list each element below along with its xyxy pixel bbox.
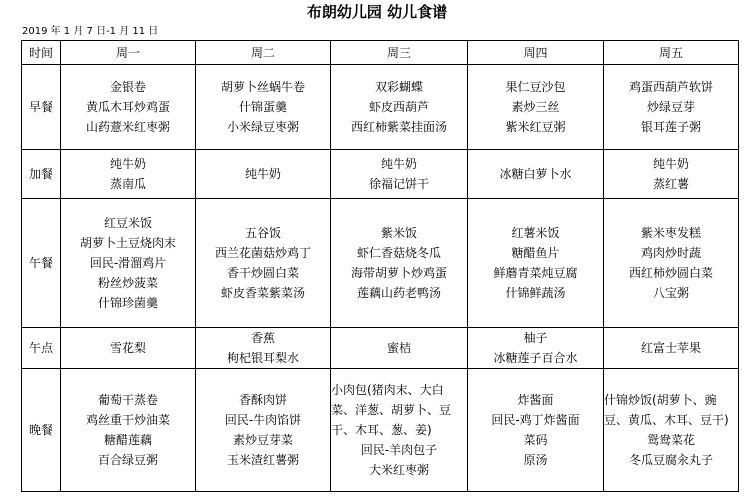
menu-item: 五谷饭 — [244, 226, 281, 240]
header-monday: 周一 — [61, 41, 196, 65]
menu-item: 炒绿豆芽 — [646, 100, 695, 114]
menu-item: 八宝粥 — [652, 286, 689, 300]
menu-item: 果仁豆沙包 — [505, 80, 566, 94]
menu-cell-thursday — [468, 199, 604, 328]
menu-item: 山药薏米红枣粥 — [85, 120, 170, 134]
menu-item: 枸杞银耳梨水 — [226, 351, 299, 365]
menu-cell-friday — [604, 150, 739, 199]
menu-item: 什锦珍菌羹 — [97, 296, 158, 310]
menu-item: 胡萝卜土豆烧肉末 — [79, 236, 176, 250]
menu-item: 什锦炒饭(胡萝卜、豌豆、黄瓜、木耳、豆干) — [604, 393, 729, 427]
menu-item: 胡萝卜丝蜗牛卷 — [220, 80, 305, 94]
menu-cell-monday — [61, 199, 196, 328]
menu-item: 红豆米饭 — [103, 216, 152, 230]
menu-item: 纯牛奶 — [380, 157, 417, 171]
menu-cell-friday — [604, 199, 739, 328]
menu-item: 鲜蘑青菜炖豆腐 — [493, 266, 578, 280]
menu-item: 回民-滑溜鸡片 — [89, 256, 167, 270]
menu-cell-thursday — [468, 150, 604, 199]
meal-label: 加餐 — [22, 150, 61, 199]
menu-item: 纯牛奶 — [652, 157, 689, 171]
menu-item: 紫米枣发糕 — [640, 226, 701, 240]
menu-item: 玉米渣红薯粥 — [226, 453, 299, 467]
menu-cell-wednesday — [331, 65, 468, 150]
menu-cell-friday — [604, 65, 739, 150]
menu-item: 雪花梨 — [109, 341, 146, 355]
menu-item: 蜜桔 — [386, 341, 411, 355]
menu-item: 素炒三丝 — [511, 100, 560, 114]
menu-item: 糖醋莲藕 — [103, 433, 152, 447]
menu-item: 回民-牛肉馅饼 — [224, 413, 302, 427]
menu-item: 原汤 — [523, 453, 548, 467]
header-time: 时间 — [22, 41, 61, 65]
header-thursday: 周四 — [468, 41, 604, 65]
menu-cell-tuesday — [196, 150, 331, 199]
menu-cell-thursday — [468, 65, 604, 150]
meal-row — [22, 328, 739, 369]
date-range: 2019 年 1 月 7 日-1 月 11 日 — [22, 26, 159, 37]
menu-item: 小米绿豆枣粥 — [226, 120, 299, 134]
menu-item: 红富士苹果 — [640, 341, 701, 355]
menu-item: 紫米饭 — [380, 226, 417, 240]
menu-item: 虾皮西葫芦 — [368, 100, 429, 114]
meal-label: 晚餐 — [22, 369, 61, 492]
menu-item: 冰糖白萝卜水 — [499, 167, 572, 181]
meal-label: 午点 — [22, 328, 61, 369]
menu-cell-monday — [61, 369, 196, 492]
menu-item: 鸳鸯菜花 — [646, 433, 695, 447]
menu-item: 红薯米饭 — [511, 226, 560, 240]
menu-cell-monday — [61, 328, 196, 369]
menu-item: 什锦鲜蔬汤 — [505, 286, 566, 300]
menu-cell-wednesday — [331, 369, 468, 492]
menu-item: 黄瓜木耳炒鸡蛋 — [85, 100, 170, 114]
menu-item: 菜码 — [523, 433, 548, 447]
meal-label: 午餐 — [22, 199, 61, 328]
menu-cell-friday — [604, 328, 739, 369]
menu-cell-wednesday — [331, 328, 468, 369]
menu-cell-wednesday — [331, 150, 468, 199]
meal-label: 早餐 — [22, 65, 61, 150]
header-wednesday: 周三 — [331, 41, 468, 65]
menu-item: 大米红枣粥 — [368, 463, 429, 477]
menu-item: 炸酱面 — [517, 393, 554, 407]
menu-item: 虾皮香菜紫菜汤 — [220, 286, 305, 300]
page-title: 布朗幼儿园 幼儿食谱 — [306, 3, 448, 21]
menu-item: 莲藕山药老鸭汤 — [356, 286, 441, 300]
menu-cell-wednesday — [331, 199, 468, 328]
menu-item: 蒸红薯 — [652, 177, 689, 191]
menu-item: 纯牛奶 — [109, 157, 146, 171]
menu-item: 鸡丝重干炒油菜 — [85, 413, 170, 427]
menu-item: 银耳莲子粥 — [640, 120, 701, 134]
header-friday: 周五 — [604, 41, 739, 65]
menu-cell-friday — [604, 369, 739, 492]
menu-cell-tuesday — [196, 369, 331, 492]
menu-table — [21, 40, 739, 492]
menu-cell-thursday — [468, 369, 604, 492]
menu-item: 西红柿紫菜挂面汤 — [350, 120, 447, 134]
menu-item: 粉丝炒菠菜 — [97, 276, 158, 290]
meal-row — [22, 369, 739, 492]
menu-item: 双彩蝴蝶 — [374, 80, 423, 94]
menu-item: 鸡蛋西葫芦软饼 — [628, 80, 713, 94]
meal-row — [22, 65, 739, 150]
menu-item: 金银卷 — [109, 80, 146, 94]
menu-item: 回民-鸡丁炸酱面 — [491, 413, 580, 427]
menu-item: 冰糖莲子百合水 — [493, 351, 578, 365]
menu-item: 百合绿豆粥 — [97, 453, 158, 467]
menu-item: 鸡肉炒时蔬 — [640, 246, 701, 260]
menu-item: 徐福记饼干 — [368, 177, 429, 191]
menu-item: 纯牛奶 — [244, 167, 281, 181]
menu-cell-tuesday — [196, 65, 331, 150]
menu-cell-monday — [61, 65, 196, 150]
meal-row — [22, 150, 739, 199]
menu-item: 蒸南瓜 — [109, 177, 146, 191]
menu-item: 素炒豆芽菜 — [232, 433, 293, 447]
menu-cell-monday — [61, 150, 196, 199]
menu-item: 小肉包(猪肉末、大白菜、洋葱、胡萝卜、豆干、木耳、葱、姜) — [331, 383, 452, 437]
menu-item: 西兰花菌菇炒鸡丁 — [214, 246, 311, 260]
menu-item: 海带胡萝卜炒鸡蛋 — [350, 266, 447, 280]
menu-item: 虾仁香菇烧冬瓜 — [356, 246, 441, 260]
menu-item: 紫米红豆粥 — [505, 120, 566, 134]
menu-item: 西红柿炒圆白菜 — [628, 266, 713, 280]
menu-item: 什锦蛋羹 — [238, 100, 287, 114]
menu-item: 柚子 — [523, 331, 548, 345]
meal-row — [22, 199, 739, 328]
menu-cell-tuesday — [196, 328, 331, 369]
menu-cell-tuesday — [196, 199, 331, 328]
menu-item: 冬瓜豆腐汆丸子 — [628, 453, 713, 467]
header-tuesday: 周二 — [196, 41, 331, 65]
menu-item: 香干炒圆白菜 — [226, 266, 299, 280]
menu-item: 糖醋鱼片 — [511, 246, 560, 260]
menu-item: 葡萄干蒸卷 — [97, 393, 158, 407]
menu-item: 回民-羊肉包子 — [360, 443, 438, 457]
header-row — [22, 41, 739, 65]
menu-item: 香蕉 — [250, 331, 275, 345]
menu-item: 香酥肉饼 — [238, 393, 287, 407]
menu-cell-thursday — [468, 328, 604, 369]
